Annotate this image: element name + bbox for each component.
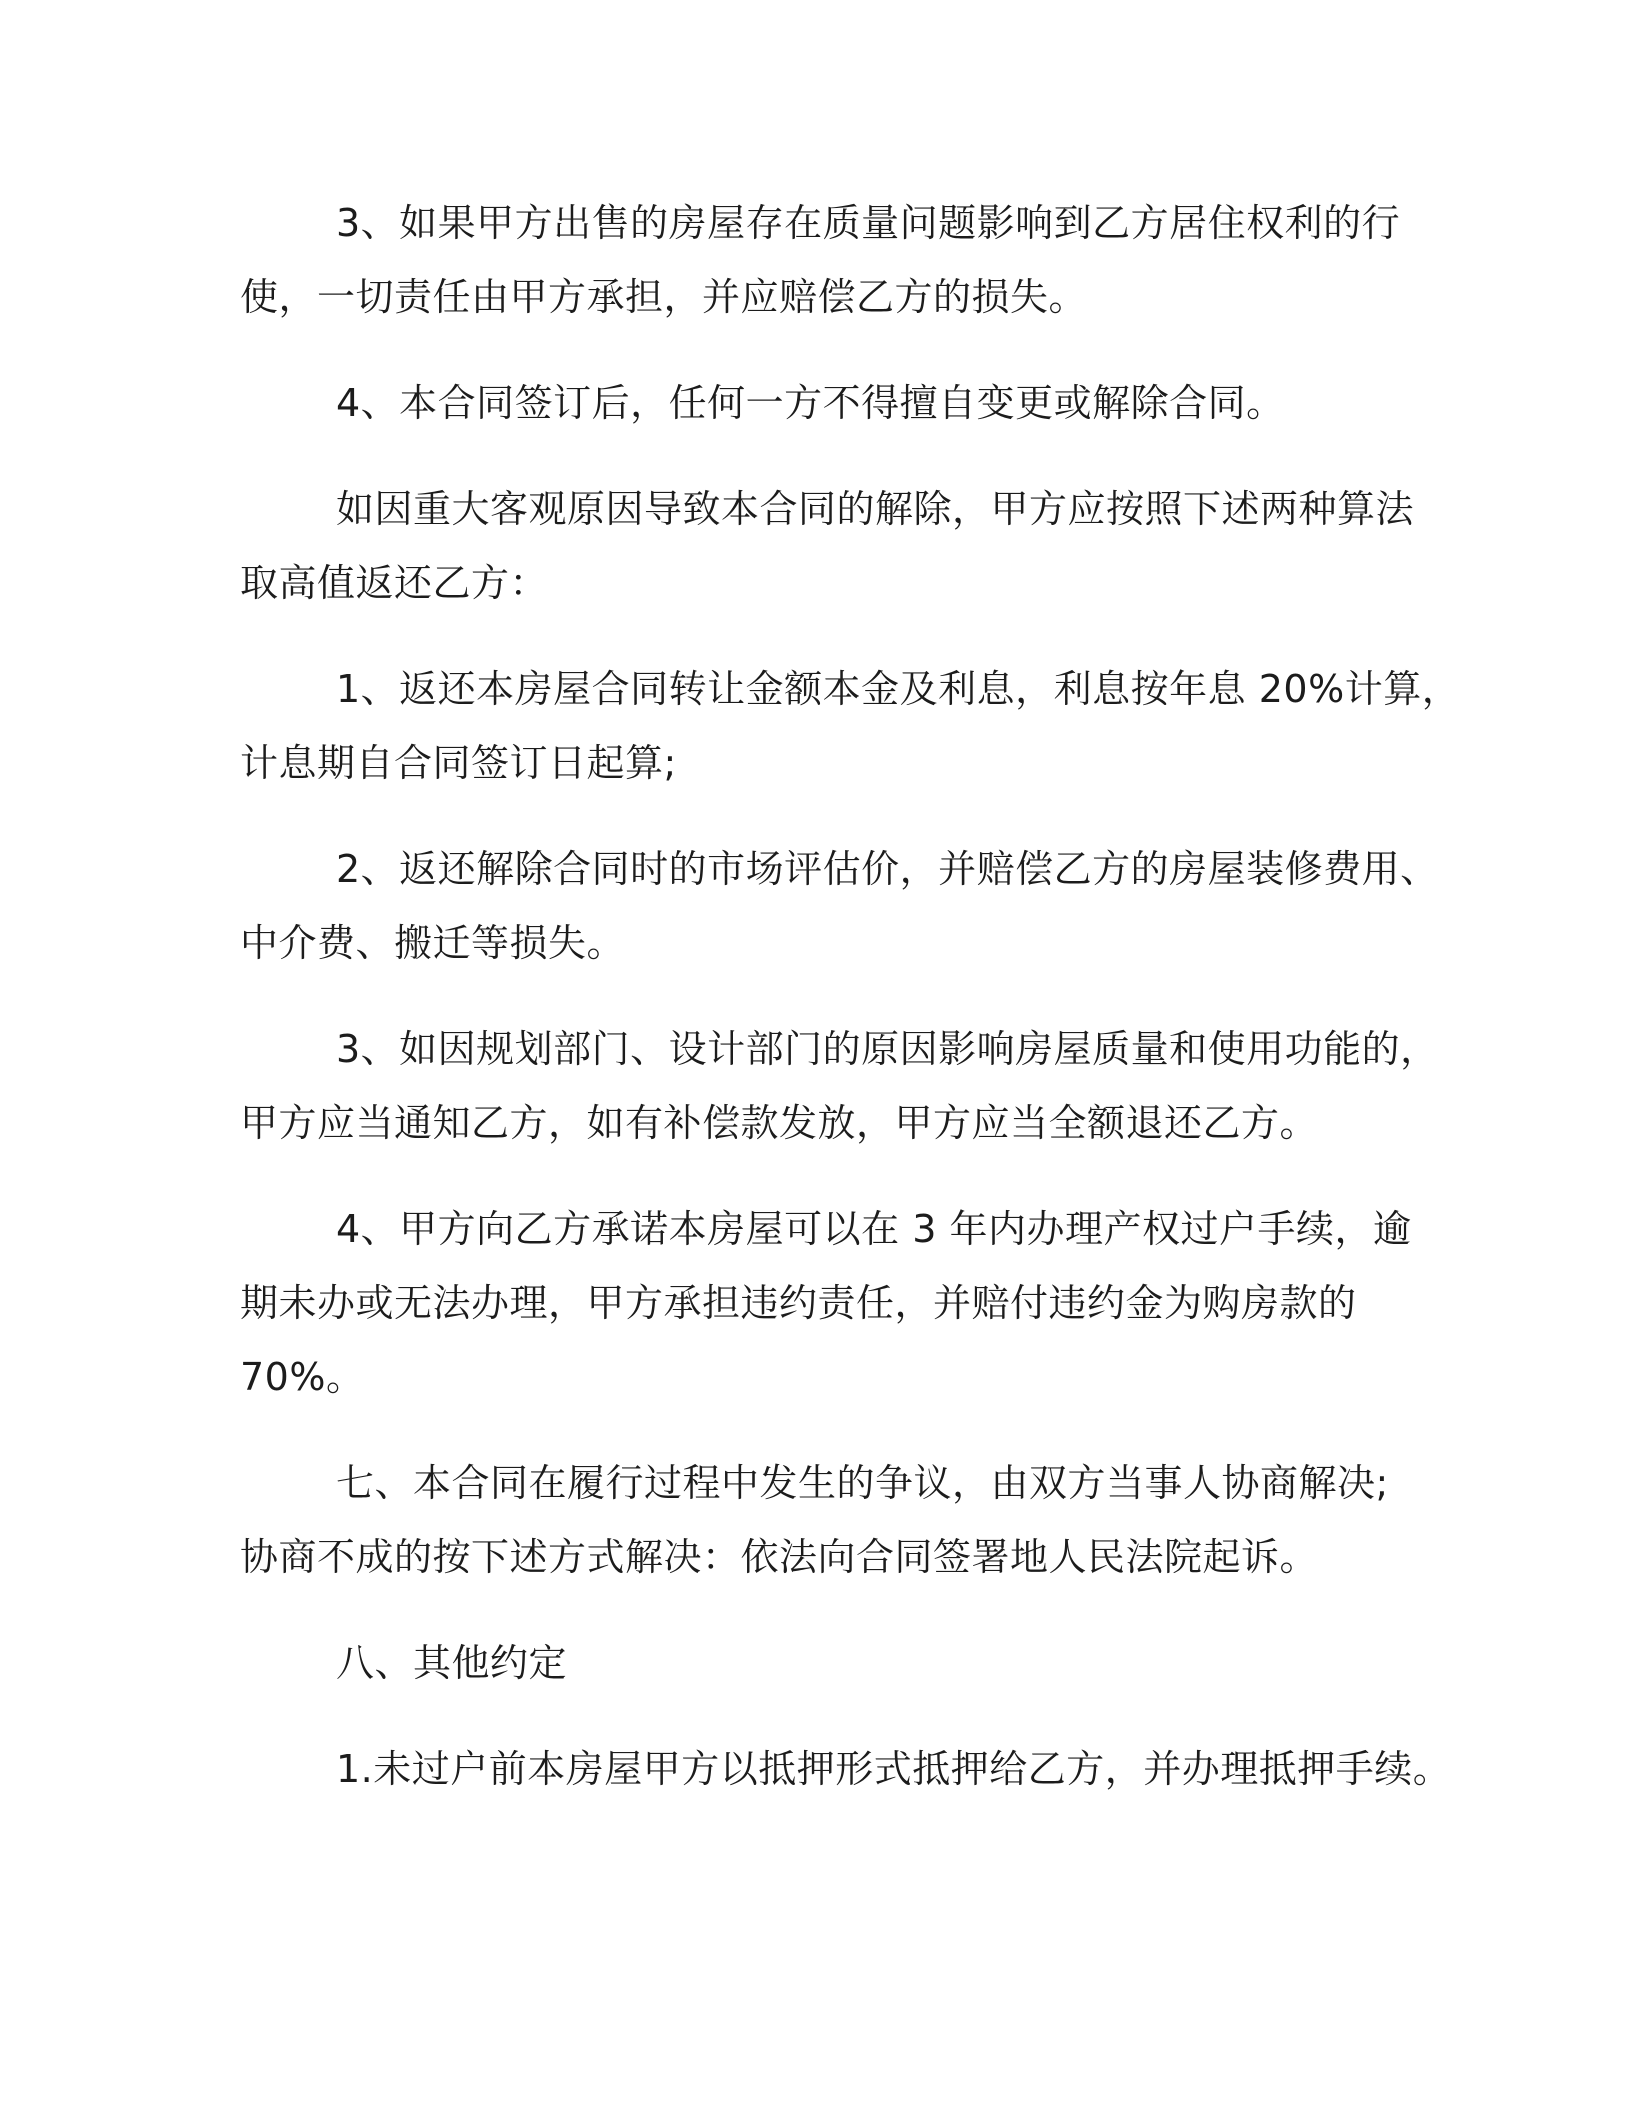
text-line: 1、返还本房屋合同转让金额本金及利息，利息按年息 20%计算，: [336, 667, 1461, 711]
text-line: 使，一切责任由甲方承担，并应赔偿乙方的损失。: [240, 275, 1088, 319]
text-line: 2、返还解除合同时的市场评估价，并赔偿乙方的房屋装修费用、: [336, 847, 1439, 891]
paragraph-termination-intro: [240, 472, 1415, 620]
paragraph-clause-3-quality: [240, 186, 1401, 334]
text-line: 如因重大客观原因导致本合同的解除，甲方应按照下述两种算法: [336, 487, 1415, 531]
text-line: 70%。: [240, 1355, 365, 1399]
document-body: [240, 186, 1461, 1838]
text-line: 计息期自合同签订日起算;: [240, 741, 677, 785]
text-line: 中介费、搬迁等损失。: [240, 921, 626, 965]
text-line: 3、如因规划部门、设计部门的原因影响房屋质量和使用功能的，: [336, 1027, 1439, 1071]
paragraph-clause-3-planning: [240, 1012, 1439, 1160]
text-line: 期未办或无法办理，甲方承担违约责任，并赔付违约金为购房款的: [240, 1281, 1357, 1325]
text-line: 协商不成的按下述方式解决：依法向合同签署地人民法院起诉。: [240, 1535, 1319, 1579]
text-line: 4、甲方向乙方承诺本房屋可以在 3 年内办理产权过户手续，逾: [336, 1207, 1412, 1251]
text-line: 甲方应当通知乙方，如有补偿款发放，甲方应当全额退还乙方。: [240, 1101, 1319, 1145]
text-line: 4、本合同签订后，任何一方不得擅自变更或解除合同。: [336, 381, 1285, 425]
text-line: 3、如果甲方出售的房屋存在质量问题影响到乙方居住权利的行: [336, 201, 1401, 245]
paragraph-clause-4-no-change: [240, 366, 1390, 440]
section-heading: 八、其他约定: [336, 1641, 568, 1685]
paragraph-section-8-item-1: [240, 1732, 1452, 1806]
paragraph-section-7-dispute: [240, 1446, 1390, 1594]
paragraph-method-1: [240, 652, 1461, 800]
paragraph-method-2: [240, 832, 1439, 980]
text-line: 七、本合同在履行过程中发生的争议，由双方当事人协商解决;: [336, 1461, 1389, 1505]
text-line: 1.未过户前本房屋甲方以抵押形式抵押给乙方，并办理抵押手续。: [336, 1747, 1452, 1791]
paragraph-section-8-heading: [240, 1626, 1390, 1700]
text-line: 取高值返还乙方：: [240, 561, 549, 605]
paragraph-clause-4-transfer: [240, 1192, 1412, 1414]
